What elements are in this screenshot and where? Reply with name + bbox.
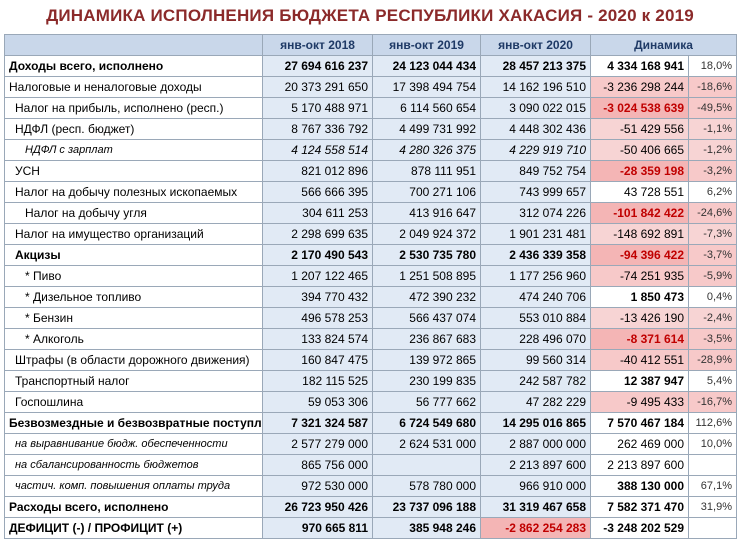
cell-2018: 496 578 253	[263, 308, 373, 329]
row-label: * Пиво	[5, 266, 263, 287]
cell-dynamics: -94 396 422	[591, 245, 689, 266]
cell-2018: 160 847 475	[263, 350, 373, 371]
cell-2019: 413 916 647	[373, 203, 481, 224]
table-row	[5, 434, 737, 455]
cell-2019: 56 777 662	[373, 392, 481, 413]
cell-2020: 99 560 314	[481, 350, 591, 371]
cell-2018: 566 666 395	[263, 182, 373, 203]
cell-2018: 970 665 811	[263, 518, 373, 539]
cell-2020: 242 587 782	[481, 371, 591, 392]
cell-2019: 878 111 951	[373, 161, 481, 182]
cell-percent	[689, 455, 737, 476]
cell-2020: 14 295 016 865	[481, 413, 591, 434]
cell-dynamics: 1 850 473	[591, 287, 689, 308]
table-row	[5, 245, 737, 266]
cell-2018: 27 694 616 237	[263, 56, 373, 77]
cell-dynamics: -101 842 422	[591, 203, 689, 224]
cell-2019: 6 114 560 654	[373, 98, 481, 119]
table-row	[5, 119, 737, 140]
cell-2020: 47 282 229	[481, 392, 591, 413]
cell-2020: 743 999 657	[481, 182, 591, 203]
cell-2020: 849 752 754	[481, 161, 591, 182]
cell-2018: 2 298 699 635	[263, 224, 373, 245]
cell-2019: 230 199 835	[373, 371, 481, 392]
cell-percent: -3,5%	[689, 329, 737, 350]
cell-2020: 1 901 231 481	[481, 224, 591, 245]
cell-dynamics: 7 582 371 470	[591, 497, 689, 518]
cell-2020: 966 910 000	[481, 476, 591, 497]
cell-2018: 2 170 490 543	[263, 245, 373, 266]
cell-2020: 2 436 339 358	[481, 245, 591, 266]
cell-2020: 1 177 256 960	[481, 266, 591, 287]
cell-2019: 700 271 106	[373, 182, 481, 203]
row-label: * Бензин	[5, 308, 263, 329]
cell-percent: 6,2%	[689, 182, 737, 203]
cell-2019: 385 948 246	[373, 518, 481, 539]
cell-2019: 2 624 531 000	[373, 434, 481, 455]
cell-2018: 821 012 896	[263, 161, 373, 182]
page-title: ДИНАМИКА ИСПОЛНЕНИЯ БЮДЖЕТА РЕСПУБЛИКИ ХАКАСИЯ - 2020 к 2019	[46, 6, 694, 25]
cell-dynamics: -13 426 190	[591, 308, 689, 329]
table-row	[5, 140, 737, 161]
cell-percent: -7,3%	[689, 224, 737, 245]
table-row	[5, 56, 737, 77]
cell-percent: -2,4%	[689, 308, 737, 329]
cell-2020: 474 240 706	[481, 287, 591, 308]
cell-2018: 8 767 336 792	[263, 119, 373, 140]
cell-2018: 20 373 291 650	[263, 77, 373, 98]
header-corner	[5, 35, 263, 56]
row-label: НДФЛ с зарплат	[5, 140, 263, 161]
table-row	[5, 77, 737, 98]
cell-2020: 553 010 884	[481, 308, 591, 329]
cell-2018: 865 756 000	[263, 455, 373, 476]
cell-percent: -3,2%	[689, 161, 737, 182]
table-row	[5, 329, 737, 350]
cell-percent: 67,1%	[689, 476, 737, 497]
row-label: Налог на прибыль, исполнено (респ.)	[5, 98, 263, 119]
cell-dynamics: -148 692 891	[591, 224, 689, 245]
cell-2020: 312 074 226	[481, 203, 591, 224]
row-label: Доходы всего, исполнено	[5, 56, 263, 77]
cell-2020: 4 448 302 436	[481, 119, 591, 140]
cell-2019	[373, 455, 481, 476]
cell-dynamics: 12 387 947	[591, 371, 689, 392]
cell-percent: -28,9%	[689, 350, 737, 371]
row-label: Налог на имущество организаций	[5, 224, 263, 245]
cell-2018: 59 053 306	[263, 392, 373, 413]
row-label: Налог на добычу полезных ископаемых	[5, 182, 263, 203]
row-label: Штрафы (в области дорожного движения)	[5, 350, 263, 371]
cell-percent: 31,9%	[689, 497, 737, 518]
cell-2019: 4 499 731 992	[373, 119, 481, 140]
cell-2018: 5 170 488 971	[263, 98, 373, 119]
table-row	[5, 350, 737, 371]
cell-2019: 1 251 508 895	[373, 266, 481, 287]
table-row	[5, 224, 737, 245]
cell-dynamics: -3 248 202 529	[591, 518, 689, 539]
header-2018: янв-окт 2018	[263, 35, 373, 56]
cell-percent: -1,2%	[689, 140, 737, 161]
table-row	[5, 161, 737, 182]
cell-dynamics: 4 334 168 941	[591, 56, 689, 77]
header-2019: янв-окт 2019	[373, 35, 481, 56]
table-row	[5, 203, 737, 224]
cell-2018: 26 723 950 426	[263, 497, 373, 518]
table-row	[5, 455, 737, 476]
cell-dynamics: -74 251 935	[591, 266, 689, 287]
table-row	[5, 392, 737, 413]
cell-percent: -16,7%	[689, 392, 737, 413]
cell-2019: 472 390 232	[373, 287, 481, 308]
cell-2020: 28 457 213 375	[481, 56, 591, 77]
cell-2019: 17 398 494 754	[373, 77, 481, 98]
row-label: * Алкоголь	[5, 329, 263, 350]
cell-dynamics: 43 728 551	[591, 182, 689, 203]
cell-dynamics: -40 412 551	[591, 350, 689, 371]
cell-percent: 0,4%	[689, 287, 737, 308]
budget-table	[4, 34, 737, 539]
table-row	[5, 371, 737, 392]
cell-2020: 31 319 467 658	[481, 497, 591, 518]
cell-percent: -5,9%	[689, 266, 737, 287]
row-label: Налог на добычу угля	[5, 203, 263, 224]
cell-percent: 5,4%	[689, 371, 737, 392]
row-label: частич. комп. повышения оплаты труда	[5, 476, 263, 497]
cell-2019: 2 530 735 780	[373, 245, 481, 266]
table-row	[5, 476, 737, 497]
cell-2020: 2 887 000 000	[481, 434, 591, 455]
header-dynamics: Динамика	[591, 35, 737, 56]
row-label: Транспортный налог	[5, 371, 263, 392]
table-row	[5, 266, 737, 287]
cell-dynamics: -3 024 538 639	[591, 98, 689, 119]
cell-2018: 182 115 525	[263, 371, 373, 392]
cell-percent: -49,5%	[689, 98, 737, 119]
cell-2019: 24 123 044 434	[373, 56, 481, 77]
cell-dynamics: -28 359 198	[591, 161, 689, 182]
cell-2019: 23 737 096 188	[373, 497, 481, 518]
cell-percent: -3,7%	[689, 245, 737, 266]
cell-dynamics: -50 406 665	[591, 140, 689, 161]
cell-2020: 14 162 196 510	[481, 77, 591, 98]
cell-percent: -18,6%	[689, 77, 737, 98]
cell-percent: 18,0%	[689, 56, 737, 77]
cell-2018: 7 321 324 587	[263, 413, 373, 434]
row-label: НДФЛ (респ. бюджет)	[5, 119, 263, 140]
header-row	[5, 35, 737, 56]
row-label: на сбалансированность бюджетов	[5, 455, 263, 476]
row-label: Безвозмездные и безвозвратные поступл	[5, 413, 263, 434]
row-label: * Дизельное топливо	[5, 287, 263, 308]
cell-2018: 972 530 000	[263, 476, 373, 497]
table-row	[5, 497, 737, 518]
table-row	[5, 518, 737, 539]
cell-2020: 228 496 070	[481, 329, 591, 350]
cell-dynamics: -9 495 433	[591, 392, 689, 413]
cell-2018: 2 577 279 000	[263, 434, 373, 455]
cell-2019: 566 437 074	[373, 308, 481, 329]
cell-2018: 133 824 574	[263, 329, 373, 350]
row-label: Налоговые и неналоговые доходы	[5, 77, 263, 98]
cell-2020: 3 090 022 015	[481, 98, 591, 119]
cell-dynamics: -51 429 556	[591, 119, 689, 140]
cell-dynamics: 388 130 000	[591, 476, 689, 497]
cell-2020: -2 862 254 283	[481, 518, 591, 539]
cell-percent: -24,6%	[689, 203, 737, 224]
cell-dynamics: 2 213 897 600	[591, 455, 689, 476]
table-row	[5, 98, 737, 119]
row-label: ДЕФИЦИТ (-) / ПРОФИЦИТ (+)	[5, 518, 263, 539]
cell-2018: 304 611 253	[263, 203, 373, 224]
cell-dynamics: 7 570 467 184	[591, 413, 689, 434]
table-row	[5, 413, 737, 434]
row-label: Акцизы	[5, 245, 263, 266]
row-label: на выравнивание бюдж. обеспеченности	[5, 434, 263, 455]
header-2020: янв-окт 2020	[481, 35, 591, 56]
table-row	[5, 308, 737, 329]
cell-dynamics: -8 371 614	[591, 329, 689, 350]
table-row	[5, 182, 737, 203]
cell-2019: 578 780 000	[373, 476, 481, 497]
cell-2018: 4 124 558 514	[263, 140, 373, 161]
cell-dynamics: 262 469 000	[591, 434, 689, 455]
cell-2019: 139 972 865	[373, 350, 481, 371]
cell-2019: 4 280 326 375	[373, 140, 481, 161]
cell-2019: 2 049 924 372	[373, 224, 481, 245]
cell-2020: 4 229 919 710	[481, 140, 591, 161]
cell-percent	[689, 518, 737, 539]
cell-percent: 112,6%	[689, 413, 737, 434]
cell-dynamics: -3 236 298 244	[591, 77, 689, 98]
cell-percent: 10,0%	[689, 434, 737, 455]
cell-2019: 236 867 683	[373, 329, 481, 350]
cell-2019: 6 724 549 680	[373, 413, 481, 434]
cell-2018: 394 770 432	[263, 287, 373, 308]
row-label: Госпошлина	[5, 392, 263, 413]
cell-2018: 1 207 122 465	[263, 266, 373, 287]
row-label: УСН	[5, 161, 263, 182]
table-row	[5, 287, 737, 308]
cell-2020: 2 213 897 600	[481, 455, 591, 476]
row-label: Расходы всего, исполнено	[5, 497, 263, 518]
cell-percent: -1,1%	[689, 119, 737, 140]
